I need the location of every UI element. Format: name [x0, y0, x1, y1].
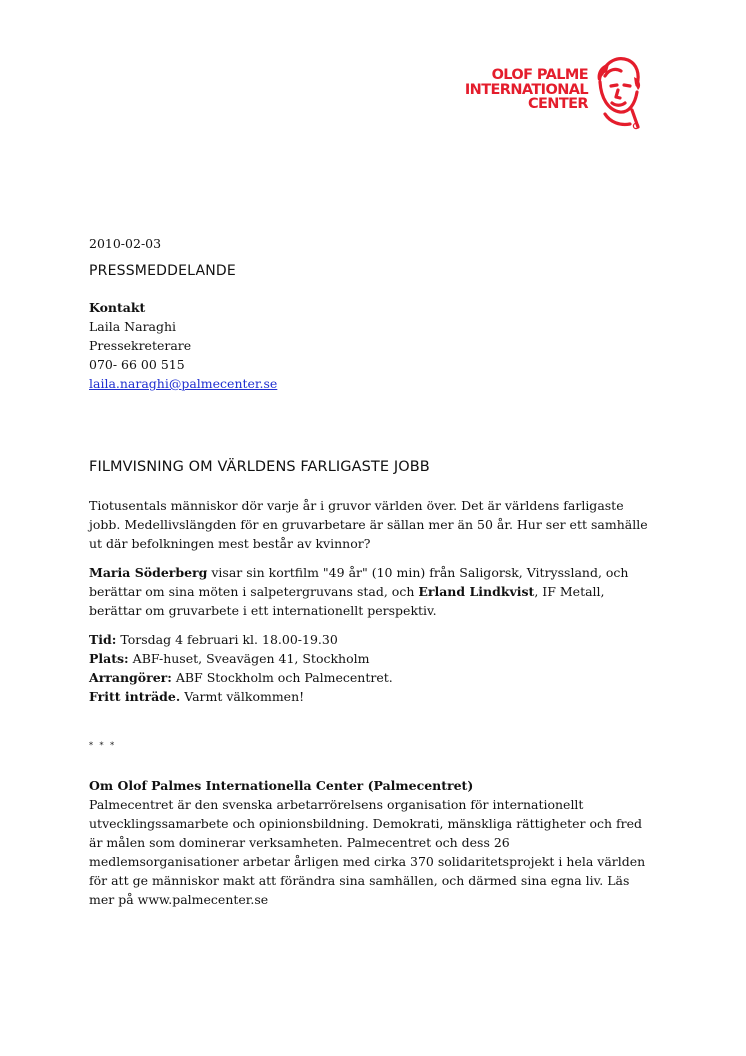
- article-headline: FILMVISNING OM VÄRLDENS FARLIGASTE JOBB: [89, 459, 430, 475]
- event-time-label: Tid:: [89, 632, 117, 647]
- event-place-label: Plats:: [89, 651, 129, 666]
- speaker-2-text: , IF Metall, berättar om gruvarbete i ett internationellt perspektiv.: [89, 584, 605, 618]
- speaker-1-name: Maria Söderberg: [89, 565, 208, 580]
- about-body: Palmecentret är den svenska arbetarrörelsens organisation för internationellt utvecklingssamarbete och opinionsbildning. Demokrati, mänskliga rättigheter och fred är målen som dominerar verksamheten. Palmecentret och dess 26 medlemsorganisationer arbetar årligen med cirka 370 solidaritetsprojekt i hela världen för att ge människor makt att förändra sina samhällen, och därmed sina egna liv. Läs mer på www.palmecenter.se: [89, 797, 646, 907]
- event-organizers-value: ABF Stockholm och Palmecentret.: [171, 670, 393, 685]
- speaker-1-text: visar sin kortfilm "49 år" (10 min) från Saligorsk, Vitryssland, och berättar om sina möten i salpetergruvans stad, och: [89, 565, 629, 599]
- organization-logo: [462, 52, 642, 132]
- contact-name: Laila Naraghi: [89, 319, 177, 334]
- document-date: 2010-02-03: [89, 236, 162, 251]
- event-organizers-row: [89, 668, 649, 687]
- intro-paragraph: Tiotusentals människor dör varje år i gruvor världen över. Det är världens farligaste jobb. Medellivslängden för en gruvarbetare är sällan mer än 50 år. Hur ser ett samhälle ut där befolkningen mest består av kvinnor?: [89, 498, 648, 551]
- event-admission-label: Fritt inträde.: [89, 689, 181, 704]
- about-heading: Om Olof Palmes Internationella Center (Palmecentret): [89, 778, 474, 793]
- event-admission-value: Varmt välkommen!: [180, 689, 305, 704]
- speakers-paragraph: [89, 563, 649, 620]
- event-details: [89, 630, 649, 706]
- document-type-heading: PRESSMEDDELANDE: [89, 263, 236, 279]
- event-place-row: [89, 649, 649, 668]
- speaker-2-name: Erland Lindkvist: [418, 584, 535, 599]
- logo-line-3: CENTER: [527, 96, 588, 112]
- event-time-row: [89, 630, 649, 649]
- section-separator: * * *: [89, 741, 117, 750]
- contact-phone: 070- 66 00 515: [89, 357, 185, 372]
- logo-line-2: INTERNATIONAL: [464, 81, 588, 98]
- olof-palme-portrait-icon: [588, 52, 644, 132]
- contact-email-link[interactable]: laila.naraghi@palmecenter.se: [89, 376, 278, 391]
- event-time-value: Torsdag 4 februari kl. 18.00-19.30: [116, 632, 338, 647]
- logo-line-1: OLOF PALME: [491, 67, 588, 83]
- logo-wordmark: [462, 68, 588, 112]
- event-place-value: ABF-huset, Sveavägen 41, Stockholm: [128, 651, 370, 666]
- contact-title: Pressekreterare: [89, 338, 192, 353]
- about-section: [89, 776, 649, 909]
- event-organizers-label: Arrangörer:: [89, 670, 172, 685]
- contact-label: Kontakt: [89, 300, 146, 315]
- contact-block: [89, 298, 277, 393]
- event-admission-row: [89, 687, 649, 706]
